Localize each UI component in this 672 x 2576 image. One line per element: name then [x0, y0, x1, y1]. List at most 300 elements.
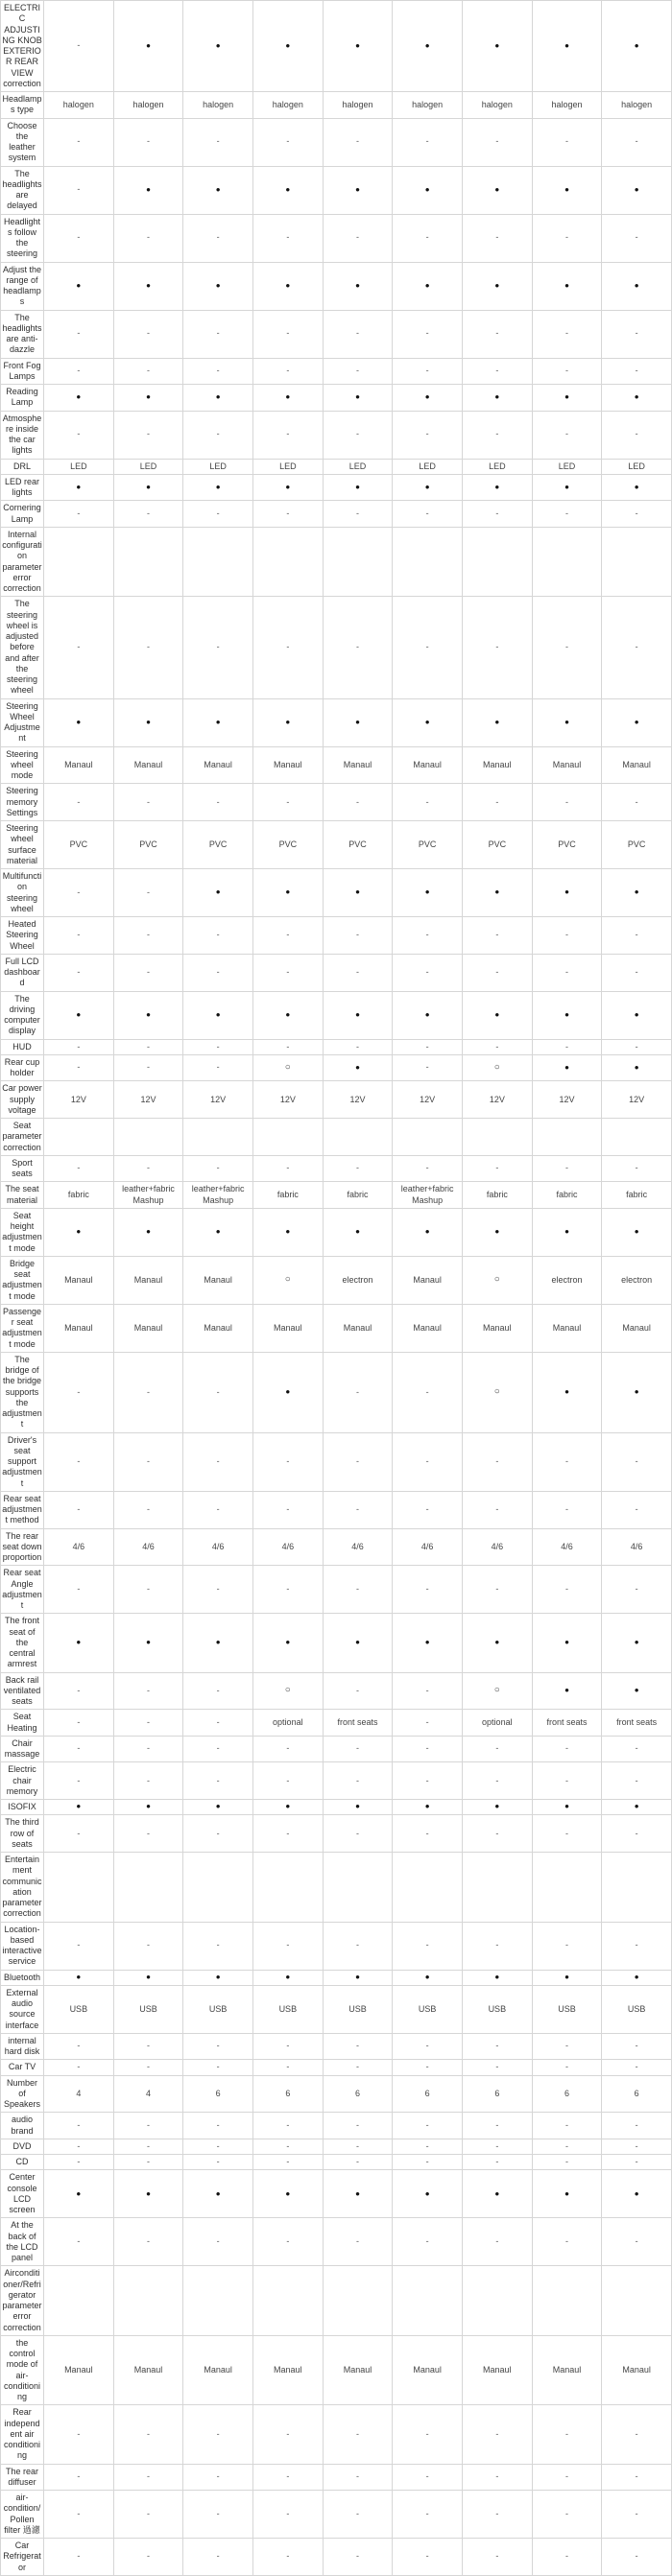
row-label: Seat Heating: [1, 1710, 44, 1737]
value-cell: -: [602, 2060, 672, 2075]
value-cell: -: [44, 501, 114, 528]
value-cell: •: [44, 1209, 114, 1257]
value-cell: -: [463, 311, 533, 359]
value-cell: -: [44, 215, 114, 263]
value-cell: LED: [324, 460, 394, 475]
value-cell: -: [533, 2060, 603, 2075]
value-cell: •: [463, 167, 533, 215]
value-cell: Manaul: [533, 2336, 603, 2406]
value-cell: -: [324, 359, 394, 386]
value-cell: -: [393, 1566, 463, 1614]
spec-row: [1, 2060, 672, 2075]
value-cell: [324, 528, 394, 598]
value-cell: -: [463, 412, 533, 460]
value-cell: -: [253, 1040, 324, 1055]
row-label: Steering Wheel Adjustment: [1, 699, 44, 747]
value-cell: •: [602, 385, 672, 412]
value-cell: 4/6: [533, 1529, 603, 1567]
value-cell: 4: [114, 2076, 184, 2114]
value-cell: •: [393, 167, 463, 215]
value-cell: -: [183, 215, 253, 263]
value-cell: -: [463, 2405, 533, 2464]
row-label: Passenger seat adjustment mode: [1, 1305, 44, 1353]
value-cell: •: [533, 1614, 603, 1672]
value-cell: [463, 1853, 533, 1923]
spec-row: [1, 1566, 672, 1614]
value-cell: •: [114, 475, 184, 502]
value-cell: -: [114, 1737, 184, 1763]
value-cell: -: [324, 311, 394, 359]
value-cell: •: [253, 1353, 324, 1433]
value-cell: -: [533, 1566, 603, 1614]
value-cell: -: [44, 359, 114, 386]
row-label: Rear independent air conditioning: [1, 2405, 44, 2464]
value-cell: halogen: [324, 92, 394, 119]
value-cell: -: [463, 1492, 533, 1529]
value-cell: -: [183, 2465, 253, 2492]
spec-row: [1, 1353, 672, 1433]
value-cell: -: [183, 1566, 253, 1614]
value-cell: -: [324, 1433, 394, 1492]
spec-row: [1, 2034, 672, 2061]
value-cell: -: [324, 1673, 394, 1711]
value-cell: -: [253, 501, 324, 528]
row-label: The driving computer display: [1, 992, 44, 1040]
value-cell: 4/6: [44, 1529, 114, 1567]
value-cell: -: [114, 2465, 184, 2492]
value-cell: [393, 528, 463, 598]
value-cell: •: [393, 1800, 463, 1815]
value-cell: [533, 528, 603, 598]
value-cell: -: [183, 1762, 253, 1800]
value-cell: •: [393, 1209, 463, 1257]
value-cell: -: [602, 2139, 672, 2155]
value-cell: -: [183, 1156, 253, 1183]
value-cell: [533, 2266, 603, 2336]
value-cell: -: [44, 1433, 114, 1492]
value-cell: -: [602, 2218, 672, 2266]
value-cell: -: [533, 1433, 603, 1492]
value-cell: •: [114, 2170, 184, 2218]
value-cell: [393, 1853, 463, 1923]
value-cell: Manaul: [44, 2336, 114, 2406]
value-cell: -: [44, 311, 114, 359]
value-cell: -: [114, 1156, 184, 1183]
value-cell: -: [253, 2034, 324, 2061]
value-cell: •: [324, 1, 394, 92]
value-cell: -: [393, 2139, 463, 2155]
value-cell: •: [114, 1209, 184, 1257]
spec-row: [1, 501, 672, 528]
value-cell: -: [324, 1040, 394, 1055]
row-label: Rear seat adjustment method: [1, 1492, 44, 1529]
value-cell: -: [114, 2034, 184, 2061]
value-cell: •: [533, 1353, 603, 1433]
row-label: DRL: [1, 460, 44, 475]
value-cell: -: [463, 917, 533, 955]
spec-row: [1, 1762, 672, 1800]
value-cell: •: [44, 475, 114, 502]
value-cell: -: [393, 2113, 463, 2139]
value-cell: Manaul: [253, 2336, 324, 2406]
value-cell: -: [253, 2155, 324, 2170]
value-cell: -: [602, 955, 672, 992]
row-label: The headlights are delayed: [1, 167, 44, 215]
value-cell: PVC: [602, 821, 672, 869]
row-label: Full LCD dashboard: [1, 955, 44, 992]
value-cell: •: [533, 992, 603, 1040]
value-cell: -: [463, 1566, 533, 1614]
value-cell: •: [602, 1055, 672, 1082]
value-cell: -: [114, 311, 184, 359]
value-cell: -: [463, 1433, 533, 1492]
value-cell: LED: [114, 460, 184, 475]
value-cell: •: [602, 1614, 672, 1672]
value-cell: -: [44, 412, 114, 460]
value-cell: -: [44, 2034, 114, 2061]
row-label: Rear cup holder: [1, 1055, 44, 1082]
value-cell: Manaul: [183, 1305, 253, 1353]
value-cell: -: [602, 215, 672, 263]
value-cell: -: [44, 1737, 114, 1763]
value-cell: -: [393, 2465, 463, 2492]
value-cell: 6: [253, 2076, 324, 2114]
value-cell: USB: [463, 1986, 533, 2034]
row-label: Back rail ventilated seats: [1, 1673, 44, 1711]
value-cell: -: [253, 2139, 324, 2155]
spec-row: [1, 1433, 672, 1492]
value-cell: -: [602, 597, 672, 698]
value-cell: -: [602, 917, 672, 955]
value-cell: Manaul: [393, 747, 463, 785]
value-cell: -: [253, 1762, 324, 1800]
value-cell: -: [324, 1156, 394, 1183]
value-cell: -: [114, 1762, 184, 1800]
value-cell: •: [533, 167, 603, 215]
section-label: Airconditioner/Refrigerator parameter error correction: [1, 2266, 44, 2336]
value-cell: -: [324, 501, 394, 528]
value-cell: 6: [533, 2076, 603, 2114]
value-cell: •: [253, 1209, 324, 1257]
value-cell: •: [44, 699, 114, 747]
value-cell: -: [44, 2539, 114, 2576]
value-cell: -: [393, 1353, 463, 1433]
value-cell: •: [253, 2170, 324, 2218]
value-cell: leather+fabric Mashup: [114, 1182, 184, 1209]
value-cell: •: [183, 1209, 253, 1257]
value-cell: -: [324, 1492, 394, 1529]
value-cell: -: [114, 1710, 184, 1737]
value-cell: 12V: [183, 1081, 253, 1119]
spec-row: [1, 992, 672, 1040]
value-cell: -: [44, 167, 114, 215]
value-cell: -: [183, 2405, 253, 2464]
value-cell: -: [602, 1815, 672, 1853]
value-cell: 6: [183, 2076, 253, 2114]
spec-row: [1, 2465, 672, 2492]
value-cell: -: [533, 1040, 603, 1055]
value-cell: Manaul: [602, 747, 672, 785]
row-label: internal hard disk: [1, 2034, 44, 2061]
value-cell: -: [183, 917, 253, 955]
value-cell: -: [253, 412, 324, 460]
value-cell: -: [533, 2034, 603, 2061]
value-cell: -: [253, 359, 324, 386]
value-cell: •: [533, 1800, 603, 1815]
value-cell: -: [44, 2218, 114, 2266]
value-cell: Manaul: [533, 1305, 603, 1353]
value-cell: [463, 528, 533, 598]
value-cell: -: [463, 2139, 533, 2155]
value-cell: •: [183, 167, 253, 215]
value-cell: Manaul: [183, 747, 253, 785]
spec-row: [1, 699, 672, 747]
value-cell: -: [114, 955, 184, 992]
value-cell: -: [114, 1055, 184, 1082]
value-cell: -: [533, 1762, 603, 1800]
value-cell: -: [253, 2218, 324, 2266]
value-cell: Manaul: [602, 2336, 672, 2406]
value-cell: -: [183, 955, 253, 992]
value-cell: -: [393, 119, 463, 167]
value-cell: Manaul: [183, 1257, 253, 1305]
value-cell: 12V: [602, 1081, 672, 1119]
row-label: Chair massage: [1, 1737, 44, 1763]
value-cell: -: [393, 412, 463, 460]
value-cell: [393, 2266, 463, 2336]
value-cell: -: [602, 1433, 672, 1492]
value-cell: 4/6: [253, 1529, 324, 1567]
value-cell: [602, 2266, 672, 2336]
value-cell: Manaul: [324, 2336, 394, 2406]
spec-row: [1, 2139, 672, 2155]
value-cell: -: [463, 597, 533, 698]
value-cell: -: [114, 917, 184, 955]
row-label: the control mode of air-conditioning: [1, 2336, 44, 2406]
value-cell: •: [183, 385, 253, 412]
value-cell: -: [393, 359, 463, 386]
value-cell: Manaul: [44, 1305, 114, 1353]
value-cell: -: [393, 2060, 463, 2075]
value-cell: -: [393, 1055, 463, 1082]
value-cell: •: [324, 1800, 394, 1815]
value-cell: [324, 1119, 394, 1156]
row-label: CD: [1, 2155, 44, 2170]
value-cell: -: [602, 119, 672, 167]
value-cell: PVC: [114, 821, 184, 869]
row-label: At the back of the LCD panel: [1, 2218, 44, 2266]
value-cell: halogen: [463, 92, 533, 119]
value-cell: •: [183, 869, 253, 917]
row-label: DVD: [1, 2139, 44, 2155]
value-cell: •: [602, 1971, 672, 1986]
value-cell: -: [183, 2139, 253, 2155]
value-cell: Manaul: [253, 1305, 324, 1353]
value-cell: -: [533, 784, 603, 821]
value-cell: •: [114, 1614, 184, 1672]
value-cell: USB: [324, 1986, 394, 2034]
value-cell: -: [114, 2405, 184, 2464]
value-cell: -: [533, 2539, 603, 2576]
value-cell: •: [253, 385, 324, 412]
value-cell: •: [393, 1614, 463, 1672]
value-cell: Manaul: [463, 747, 533, 785]
value-cell: •: [183, 992, 253, 1040]
value-cell: •: [393, 263, 463, 311]
spec-row: [1, 1257, 672, 1305]
value-cell: Manaul: [463, 2336, 533, 2406]
value-cell: •: [183, 699, 253, 747]
spec-row: [1, 2491, 672, 2539]
value-cell: -: [324, 2491, 394, 2539]
value-cell: PVC: [183, 821, 253, 869]
value-cell: [324, 2266, 394, 2336]
spec-row: [1, 215, 672, 263]
value-cell: -: [324, 2539, 394, 2576]
value-cell: -: [253, 1566, 324, 1614]
value-cell: -: [324, 2465, 394, 2492]
value-cell: •: [253, 167, 324, 215]
value-cell: -: [393, 955, 463, 992]
row-label: Steering wheel surface material: [1, 821, 44, 869]
value-cell: •: [602, 699, 672, 747]
value-cell: -: [533, 412, 603, 460]
value-cell: electron: [602, 1257, 672, 1305]
value-cell: ○: [253, 1055, 324, 1082]
value-cell: -: [602, 2405, 672, 2464]
value-cell: -: [114, 215, 184, 263]
value-cell: -: [463, 2034, 533, 2061]
value-cell: •: [324, 1971, 394, 1986]
value-cell: halogen: [44, 92, 114, 119]
value-cell: -: [602, 1737, 672, 1763]
value-cell: -: [183, 597, 253, 698]
value-cell: •: [324, 1209, 394, 1257]
spec-row: [1, 2155, 672, 2170]
value-cell: -: [253, 955, 324, 992]
row-label: Steering wheel mode: [1, 747, 44, 785]
value-cell: Manaul: [324, 747, 394, 785]
section-row: [1, 2266, 672, 2336]
value-cell: -: [324, 784, 394, 821]
value-cell: •: [602, 1209, 672, 1257]
value-cell: leather+fabric Mashup: [393, 1182, 463, 1209]
value-cell: -: [183, 501, 253, 528]
spec-row: [1, 460, 672, 475]
value-cell: -: [253, 119, 324, 167]
value-cell: •: [463, 699, 533, 747]
value-cell: halogen: [253, 92, 324, 119]
value-cell: •: [393, 2170, 463, 2218]
spec-row: [1, 92, 672, 119]
value-cell: 12V: [44, 1081, 114, 1119]
value-cell: ○: [253, 1673, 324, 1711]
value-cell: USB: [114, 1986, 184, 2034]
value-cell: -: [533, 501, 603, 528]
value-cell: fabric: [324, 1182, 394, 1209]
value-cell: -: [253, 2113, 324, 2139]
spec-row: [1, 1081, 672, 1119]
value-cell: -: [253, 917, 324, 955]
spec-row: [1, 1614, 672, 1672]
spec-row: [1, 359, 672, 386]
value-cell: [183, 2266, 253, 2336]
value-cell: PVC: [44, 821, 114, 869]
value-cell: -: [183, 2155, 253, 2170]
value-cell: -: [393, 311, 463, 359]
value-cell: -: [183, 1923, 253, 1971]
value-cell: -: [463, 501, 533, 528]
value-cell: -: [463, 215, 533, 263]
value-cell: -: [183, 1055, 253, 1082]
value-cell: [44, 528, 114, 598]
value-cell: •: [324, 167, 394, 215]
value-cell: •: [602, 992, 672, 1040]
value-cell: •: [463, 385, 533, 412]
spec-row: [1, 1, 672, 92]
value-cell: -: [324, 2113, 394, 2139]
value-cell: •: [324, 699, 394, 747]
spec-row: [1, 167, 672, 215]
value-cell: -: [393, 1737, 463, 1763]
value-cell: -: [533, 2155, 603, 2170]
value-cell: -: [253, 1156, 324, 1183]
value-cell: •: [533, 1, 603, 92]
row-label: Driver's seat support adjustment: [1, 1433, 44, 1492]
spec-row: [1, 747, 672, 785]
value-cell: Manaul: [114, 1257, 184, 1305]
value-cell: PVC: [253, 821, 324, 869]
value-cell: -: [44, 2465, 114, 2492]
value-cell: -: [324, 2405, 394, 2464]
row-label: Car TV: [1, 2060, 44, 2075]
value-cell: Manaul: [114, 747, 184, 785]
value-cell: •: [114, 263, 184, 311]
value-cell: -: [393, 1815, 463, 1853]
value-cell: -: [183, 1815, 253, 1853]
value-cell: -: [44, 597, 114, 698]
value-cell: -: [114, 1566, 184, 1614]
spec-row: [1, 597, 672, 698]
value-cell: LED: [533, 460, 603, 475]
row-label: ISOFIX: [1, 1800, 44, 1815]
value-cell: •: [44, 1800, 114, 1815]
value-cell: -: [393, 2539, 463, 2576]
value-cell: 12V: [463, 1081, 533, 1119]
value-cell: -: [463, 1815, 533, 1853]
value-cell: -: [533, 2465, 603, 2492]
value-cell: •: [463, 475, 533, 502]
value-cell: •: [253, 1971, 324, 1986]
value-cell: -: [44, 119, 114, 167]
value-cell: •: [44, 2170, 114, 2218]
row-label: Location-based interactive service: [1, 1923, 44, 1971]
value-cell: -: [183, 1040, 253, 1055]
value-cell: -: [463, 2465, 533, 2492]
row-label: The third row of seats: [1, 1815, 44, 1853]
section-row: [1, 528, 672, 598]
value-cell: -: [44, 1055, 114, 1082]
value-cell: [253, 2266, 324, 2336]
value-cell: -: [253, 2405, 324, 2464]
value-cell: LED: [463, 460, 533, 475]
value-cell: -: [324, 1762, 394, 1800]
value-cell: -: [602, 1923, 672, 1971]
value-cell: •: [602, 475, 672, 502]
value-cell: -: [324, 2034, 394, 2061]
value-cell: 4/6: [602, 1529, 672, 1567]
value-cell: -: [602, 2465, 672, 2492]
